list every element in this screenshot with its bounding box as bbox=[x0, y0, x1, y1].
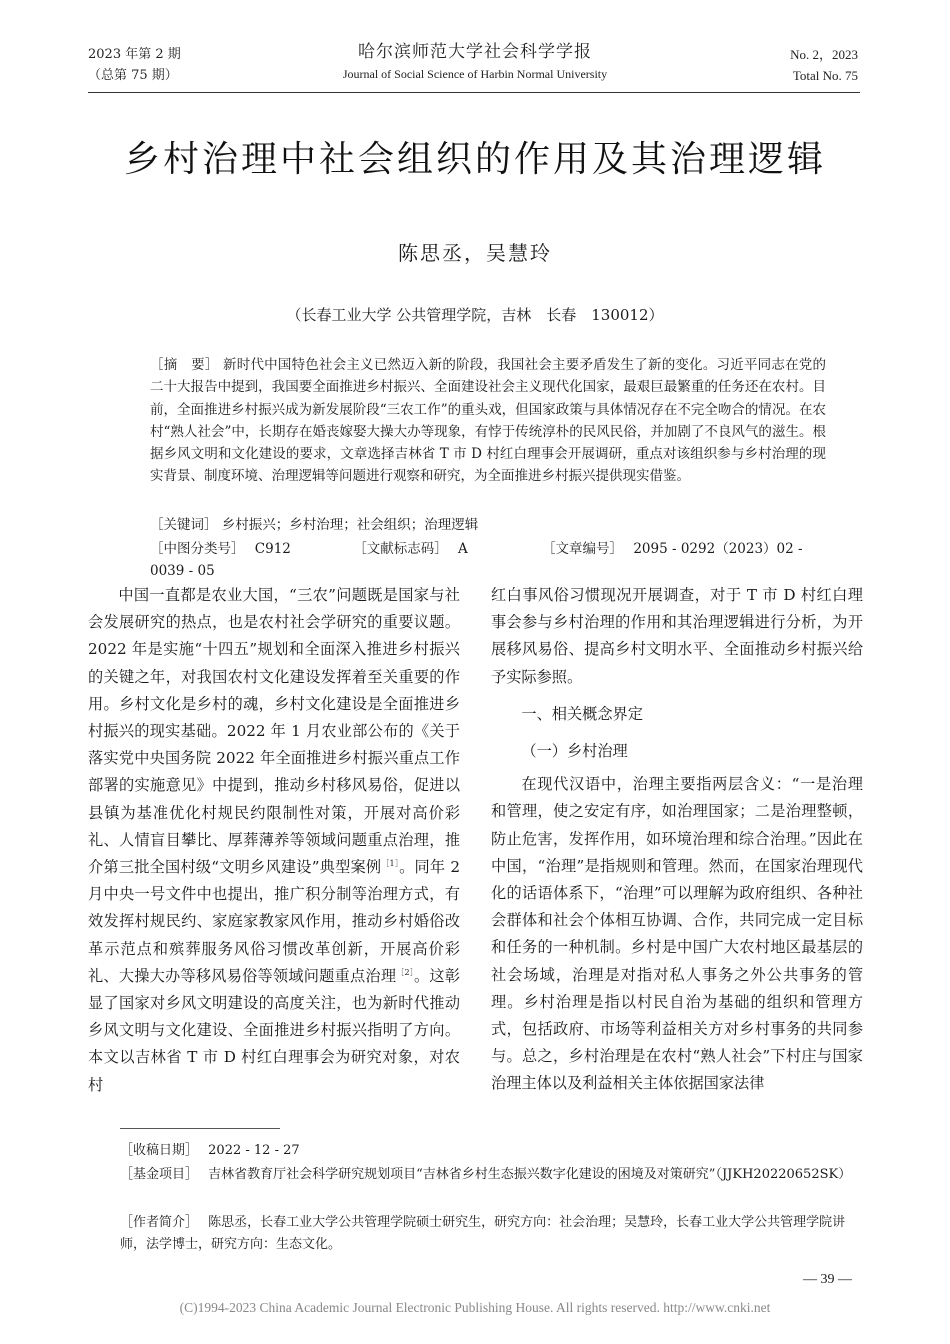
body-left-column bbox=[88, 582, 460, 1099]
fund-project bbox=[120, 1164, 855, 1186]
page-number: — 39 — bbox=[803, 1272, 852, 1287]
author-affiliation: （长春工业大学 公共管理学院，吉林 长春 130012） bbox=[286, 306, 664, 324]
fund-value: 吉林省教育厅社会科学研究规划项目“吉林省乡村生态振兴数字化建设的困境及对策研究”（JJKH20220652SK） bbox=[208, 1167, 852, 1182]
received-label: ［收稿日期］ bbox=[120, 1143, 199, 1158]
intro-text-1: 中国一直都是农业大国，“三农”问题既是国家与社会发展研究的热点，也是农村社会学研究的重要议题。2022 年是实施“十四五”规划和全面深入推进乡村振兴的关键之年，对我国农村文化建设发挥着至关重要的作用。乡村文化是乡村的魂，乡村文化建设是全面推进乡村振兴的现实基础。2022 年 1 月农业部公布的《关于落实党中央国务院 2022 年全面推进乡村振兴重点工作部署的实施意见》中提到，推动乡村移风易俗，促进以县镇为基准优化村规民约限制性对策，开展对高价彩礼、人情盲目攀比、厚葬薄养等领域问题重点治理，推介第三批全国村级“文明乡风建设”典型案例 bbox=[88, 586, 460, 877]
reference-2[interactable]: ［2］ bbox=[396, 967, 414, 977]
article-number-label: ［文章编号］ bbox=[542, 541, 624, 557]
abstract-text: 新时代中国特色社会主义已然迈入新的阶段，我国社会主要矛盾发生了新的变化。习近平同志在党的二十大报告中提到，我国要全面推进乡村振兴、全面建设社会主义现代化国家，最艰巨最繁重的任务还在农村。目前，全面推进乡村振兴成为新发展阶段“三农工作”的重头戏，但国家政策与具体情况存在不完全吻合的情况。在农村“熟人社会”中，长期存在婚丧嫁娶大操大办等现象，有悖于传统淳朴的民风民俗，并加剧了不良风气的滋生。根据乡风文明和文化建设的要求，文章选择吉林省 T 市 D 村红白理事会开展调研，重点对该组织参与乡村治理的现实背景、制度环境、治理逻辑等问题进行观察和研究，为全面推进乡村振兴提供现实借鉴。 bbox=[150, 357, 826, 485]
article-authors: 陈思丞，吴慧玲 bbox=[398, 241, 552, 265]
fund-label: ［基金项目］ bbox=[120, 1167, 199, 1182]
issue-number-en: No. 2，2023 bbox=[790, 47, 858, 62]
journal-name-cn: 哈尔滨师范大学社会科学学报 bbox=[358, 42, 592, 62]
abstract-label: ［摘 要］ bbox=[150, 357, 219, 373]
author-bio-label: ［作者简介］ bbox=[120, 1215, 199, 1230]
author-bio-value: 陈思丞，长春工业大学公共管理学院硕士研究生，研究方向：社会治理；吴慧玲，长春工业大学公共管理学院讲师，法学博士，研究方向：生态文化。 bbox=[120, 1215, 846, 1252]
copyright-notice: (C)1994-2023 China Academic Journal Electronic Publishing House. All rights reserved. http://www.cnki.net bbox=[179, 1300, 771, 1315]
classification-line bbox=[150, 538, 830, 582]
total-number-en: Total No. 75 bbox=[792, 68, 858, 83]
header-right bbox=[790, 44, 858, 86]
doc-code-value: A bbox=[458, 541, 468, 557]
received-date bbox=[120, 1140, 855, 1162]
section-heading-1: 一、相关概念界定 bbox=[521, 704, 643, 723]
intro-continuation: 红白事风俗习惯现况开展调查，对于 T 市 D 村红白理事会参与乡村治理的作用和其治理逻辑进行分析，为开展移风易俗、提高乡村文明水平、全面推动乡村振兴给予实际参照。 bbox=[491, 586, 863, 686]
rural-governance-paragraph: 在现代汉语中，治理主要指两层含义：“一是治理和管理，使之安定有序，如治理国家；二是治理整顿，防止危害，发挥作用，如环境治理和综合治理。”因此在中国，“治理”是指规则和管理。然而，在国家治理现代化的话语体系下，“治理”可以理解为政府组织、各种社会群体和社会个体相互协调、合作，共同完成一定目标和任务的一种机制。乡村是中国广大农村地区最基层的社会场域，治理是对指对私人事务之外公共事务的管理。乡村治理是指以村民自治为基础的组织和管理方式，包括政府、市场等利益相关方对乡村事务的共同参与。总之，乡村治理是在农村“熟人社会”下村庄与国家治理主体以及利益相关主体依据国家法律 bbox=[491, 775, 863, 1093]
abstract bbox=[150, 354, 826, 488]
clc-value: C912 bbox=[254, 541, 291, 557]
body-right-column bbox=[491, 582, 863, 1098]
intro-paragraph bbox=[88, 582, 460, 1099]
footnote-divider bbox=[120, 1128, 280, 1129]
header-divider bbox=[88, 92, 860, 93]
clc-label: ［中图分类号］ bbox=[150, 541, 245, 557]
journal-name-en: Journal of Social Science of Harbin Normal University bbox=[342, 67, 608, 81]
reference-1[interactable]: ［1］ bbox=[381, 858, 400, 868]
article-title: 乡村治理中社会组织的作用及其治理逻辑 bbox=[123, 139, 826, 180]
subsection-heading-1-1: （一）乡村治理 bbox=[521, 742, 628, 761]
keywords-label: ［关键词］ bbox=[150, 517, 218, 533]
intro-text-2: 。同年 2 月中央一号文件中也提出，推广积分制等治理方式，有效发挥村规民约、家庭家教家风作用，推动乡村婚俗改革示范点和殡葬服务风俗习惯改革创新，开展高价彩礼、大操大办等移风易俗等领域问题重点治理 bbox=[88, 858, 460, 985]
keywords-text: 乡村振兴；乡村治理；社会组织；治理逻辑 bbox=[221, 517, 479, 533]
keywords bbox=[150, 514, 830, 536]
received-value: 2022 - 12 - 27 bbox=[208, 1143, 300, 1158]
intro-text-3: 。这彰显了国家对乡风文明建设的高度关注，也为新时代推动乡风文明与文化建设、全面推进乡村振兴指明了方向。本文以吉林省 T 市 D 村红白理事会为研究对象，对农村 bbox=[88, 966, 461, 1094]
total-issue-label: （总第 75 期） bbox=[88, 68, 178, 83]
issue-label: 2023 年第 2 期 bbox=[88, 47, 181, 62]
author-bio bbox=[120, 1212, 855, 1256]
doc-code-label: ［文献标志码］ bbox=[353, 541, 448, 557]
article-number-value: 2095 - 0292（2023）02 - 0039 - 05 bbox=[150, 541, 803, 579]
